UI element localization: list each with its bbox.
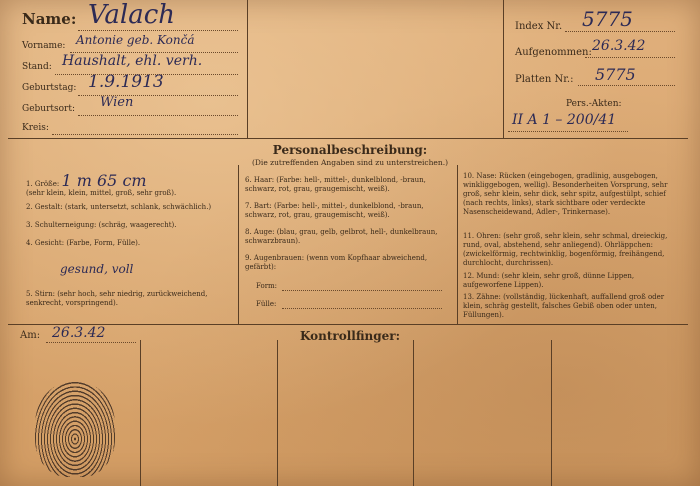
underline xyxy=(78,30,238,31)
beschreibung-subtitle: (Die zutreffenden Angaben sind zu unterstreichen.) xyxy=(251,158,449,167)
item-gesicht: 4. Gesicht: (Farbe, Form, Fülle). xyxy=(26,239,141,247)
divider xyxy=(551,340,552,486)
item-nase: 10. Nase: Rücken (eingebogen, gradlinig, ausgebogen, winkliggebogen, wellig). Besonderheiten Vorsprung, sehr groß, sehr klein, sehr dick, sehr spitz, aufgestülpt, schief (nach rechts, links), stark sichtbare oder verdeckte Nasenscheidewand, Adler-, Trinkernase). xyxy=(463,172,668,216)
divider xyxy=(503,0,504,138)
platten-label: Platten Nr.: xyxy=(515,74,574,85)
item-fuelle: Fülle: xyxy=(256,300,277,308)
stand-value: Haushalt, ehl. verh. xyxy=(62,53,203,69)
divider xyxy=(277,340,278,486)
geburtsort-label: Geburtsort: xyxy=(22,104,75,114)
underline xyxy=(282,290,442,291)
underline xyxy=(52,134,238,135)
divider xyxy=(247,0,248,138)
divider xyxy=(413,340,414,486)
index-label: Index Nr. xyxy=(515,21,563,32)
name-value: Valach xyxy=(88,0,176,30)
item-groesse: 1. Größe: 1 m 65 cm (sehr klein, klein, mittel, groß, sehr groß). xyxy=(26,171,177,197)
am-value: 26.3.42 xyxy=(52,325,106,341)
item-stirn: 5. Stirn: (sehr hoch, sehr niedrig, zurückweichend, senkrecht, vorspringend). xyxy=(26,290,208,307)
item-ohren: 11. Ohren: (sehr groß, sehr klein, sehr schmal, dreieckig, rund, oval, abstehend, sehr anliegend). Ohrläppchen: (zwickelförmig, rechtwinklig, bogenförmig, freihängend, durchlocht, durchrissen). xyxy=(463,232,668,267)
item-haar: 6. Haar: (Farbe: hell-, mittel-, dunkelblond, -braun, schwarz, rot, grau, graugemischt, weiß). xyxy=(245,176,426,193)
item-form: Form: xyxy=(256,282,278,290)
stand-label: Stand: xyxy=(22,62,52,72)
kreis-label: Kreis: xyxy=(22,123,49,133)
item-augenbrauen: 9. Augenbrauen: (wenn vom Kopfhaar abweichend, gefärbt): xyxy=(245,254,428,271)
platten-value: 5775 xyxy=(595,65,636,84)
underline xyxy=(508,131,628,132)
underline xyxy=(282,308,442,309)
beschreibung-title: Personalbeschreibung: xyxy=(272,143,428,157)
geburtstag-value: 1.9.1913 xyxy=(88,72,164,92)
divider xyxy=(8,138,688,139)
gesicht-value: gesund, voll xyxy=(60,262,134,276)
underline xyxy=(585,57,675,58)
geburtsort-value: Wien xyxy=(100,95,134,110)
underline xyxy=(578,85,675,86)
akten-label: Pers.-Akten: xyxy=(566,99,622,109)
vorname-label: Vorname: xyxy=(22,41,66,51)
underline xyxy=(78,115,238,116)
am-label: Am: xyxy=(20,330,41,341)
aufgenommen-label: Aufgenommen: xyxy=(515,47,592,58)
underline xyxy=(46,342,136,343)
item-bart: 7. Bart: (Farbe: hell-, mittel-, dunkelblond, -braun, schwarz, rot, grau, graugemischt, weiß). xyxy=(245,202,424,219)
item-schulter: 3. Schulterneigung: (schräg, waagerecht). xyxy=(26,221,177,229)
item-mund: 12. Mund: (sehr klein, sehr groß, dünne Lippen, aufgeworfene Lippen). xyxy=(463,272,635,289)
index-value: 5775 xyxy=(582,7,633,31)
item-zaehne: 13. Zähne: (vollständig, lückenhaft, auffallend groß oder klein, schräg gestellt, falsches Gebiß oben oder unten, Füllungen). xyxy=(463,293,665,319)
divider xyxy=(8,324,688,325)
fingerprint xyxy=(35,382,115,477)
divider xyxy=(140,340,141,486)
item-auge: 8. Auge: (blau, grau, gelb, gelbrot, hell-, dunkelbraun, schwarzbraun). xyxy=(245,228,438,245)
geburtstag-label: Geburtstag: xyxy=(22,83,77,93)
vorname-value: Antonie geb. Končá xyxy=(76,33,195,47)
groesse-value: 1 m 65 cm xyxy=(61,171,147,190)
akten-value: II A 1 – 200/41 xyxy=(512,112,617,128)
item-gestalt: 2. Gestalt: (stark, untersetzt, schlank, schwächlich.) xyxy=(26,203,212,211)
divider xyxy=(238,165,239,325)
underline xyxy=(565,31,675,32)
name-label: Name: xyxy=(22,10,77,28)
kontroll-title: Kontrollfinger: xyxy=(299,329,401,343)
divider xyxy=(457,165,458,325)
aufgenommen-value: 26.3.42 xyxy=(592,38,646,54)
